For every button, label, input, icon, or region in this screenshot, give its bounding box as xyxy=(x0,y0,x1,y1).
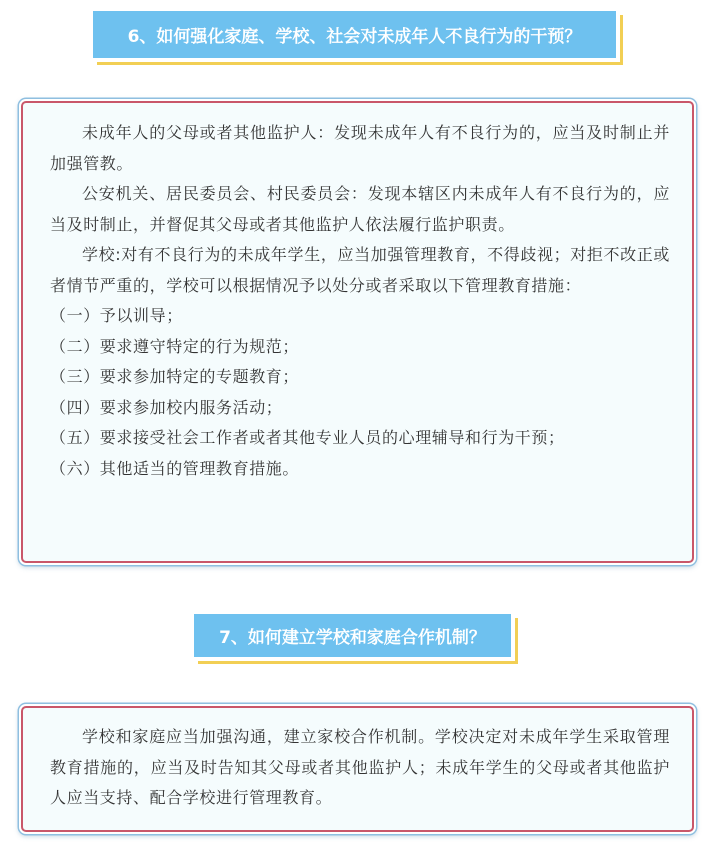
paragraph-school: 学校:对有不良行为的未成年学生，应当加强管理教育，不得歧视；对拒不改正或者情节严重的，学校可以根据情况予以处分或者采取以下管理教育措施： xyxy=(50,245,670,295)
section-7-heading-block xyxy=(194,614,518,664)
paragraph-police-committees: 公安机关、居民委员会、村民委员会：发现本辖区内未成年人有不良行为的，应当及时制止，并督促其父母或者其他监护人依法履行监护职责。 xyxy=(50,184,670,234)
section-6-heading-block xyxy=(93,11,623,65)
list-item: （四）要求参加校内服务活动； xyxy=(50,397,283,417)
list-item: （二）要求遵守特定的行为规范； xyxy=(50,336,300,356)
section-6-content xyxy=(50,118,670,484)
section-7-heading: 7、如何建立学校和家庭合作机制？ xyxy=(194,614,511,657)
list-item: （一）予以训导； xyxy=(50,306,183,325)
paragraph-guardians: 未成年人的父母或者其他监护人：发现未成年人有不良行为的，应当及时制止并加强管教。 xyxy=(50,123,670,173)
list-item: （六）其他适当的管理教育措施。 xyxy=(50,458,300,478)
section-6-heading: 6、如何强化家庭、学校、社会对未成年人不良行为的干预？ xyxy=(93,11,616,58)
section-7-content xyxy=(50,722,670,814)
list-item: （五）要求接受社会工作者或者其他专业人员的心理辅导和行为干预； xyxy=(50,428,565,447)
paragraph-home-school-cooperation: 学校和家庭应当加强沟通，建立家校合作机制。学校决定对未成年学生采取管理教育措施的，应当及时告知其父母或者其他监护人；未成年学生的父母或者其他监护人应当支持、配合学校进行管理教育。 xyxy=(50,727,670,807)
list-item: （三）要求参加特定的专题教育； xyxy=(50,367,300,386)
